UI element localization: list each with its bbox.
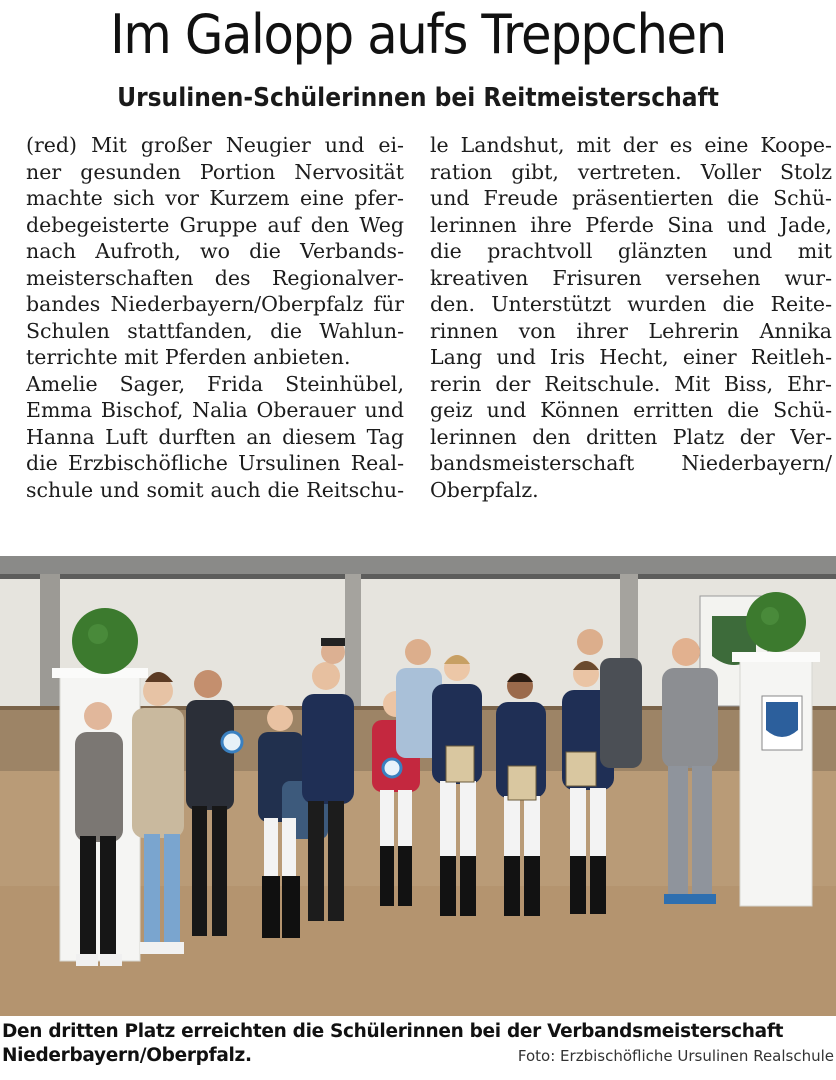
text-line: nach Aufroth, wo die Verbands-	[26, 239, 404, 263]
caption-line: Den dritten Platz erreichten die Schülerinnen bei der Verbandsmeisterschaft	[2, 1021, 784, 1042]
text-line: die prachtvoll glänzten und mit	[430, 239, 832, 263]
caption-line: Niederbayern/Oberpfalz.	[2, 1045, 252, 1066]
paragraph-continued	[430, 132, 832, 503]
text-line: geiz und Können erritten die Schü-	[430, 398, 832, 422]
article-body	[0, 132, 836, 552]
paragraph-intro	[4, 132, 404, 371]
text-line: meisterschaften des Regionalver-	[26, 265, 404, 290]
article-column-right	[430, 132, 832, 503]
text-line: Emma Bischof, Nalia Oberauer und	[26, 398, 404, 422]
article-column-left	[4, 132, 404, 503]
text-line: Hanna Luft durften an diesem Tag	[26, 424, 404, 449]
person	[321, 638, 345, 664]
text-line: die Erzbischöfliche Ursulinen Real-	[26, 451, 404, 475]
text-line: bandes Niederbayern/Oberpfalz für	[26, 292, 404, 316]
text-line: Schulen stattfanden, die Wahlun-	[26, 318, 404, 343]
text-line: Amelie Sager, Frida Steinhübel,	[26, 371, 404, 396]
text-line: schule und somit auch die Reitschu-	[26, 477, 404, 502]
text-line: debegeisterte Gruppe auf den Weg	[26, 212, 404, 237]
text-line: kreativen Frisuren versehen wur-	[430, 265, 832, 290]
text-line: Lang und Iris Hecht, einer Reitleh-	[430, 345, 832, 369]
text-line: (red) Mit großer Neugier und ei-	[26, 133, 404, 157]
text-line: und Freude präsentierten die Schü-	[430, 186, 832, 210]
text-line: lerinnen den dritten Platz der Ver-	[430, 424, 832, 449]
headline: Im Galopp aufs Treppchen	[110, 3, 726, 66]
text-line: rinnen von ihrer Lehrerin Annika	[430, 318, 832, 343]
text-line: terrichte mit Pferden anbieten.	[26, 345, 351, 369]
text-line: ration gibt, vertreten. Voller Stolz	[430, 159, 832, 184]
photo-credit: Foto: Erzbischöfliche Ursulinen Realschule	[517, 1047, 834, 1065]
paragraph-participants	[4, 371, 404, 504]
text-line: den. Unterstützt wurden die Reite-	[430, 292, 832, 316]
text-line: bandsmeisterschaft Niederbayern/	[430, 451, 832, 475]
text-line: rerin der Reitschule. Mit Biss, Ehr-	[430, 371, 832, 396]
text-line: Oberpfalz.	[430, 477, 539, 502]
text-line: ner gesunden Portion Nervosität	[26, 159, 404, 184]
text-line: lerinnen ihre Pferde Sina und Jade,	[430, 212, 832, 237]
article-photo	[0, 556, 836, 1016]
subheadline: Ursulinen-Schülerinnen bei Reitmeisterschaft	[117, 83, 719, 113]
text-line: machte sich vor Kurzem eine pfer-	[26, 186, 404, 210]
photo-caption	[2, 1020, 834, 1068]
text-line: le Landshut, mit der es eine Koope-	[430, 133, 832, 157]
photo-illustration	[0, 556, 836, 1016]
